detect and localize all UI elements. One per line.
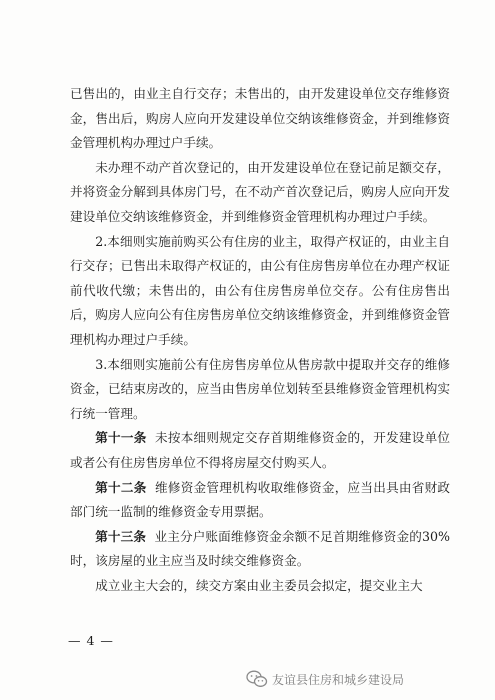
paragraph-item-2: 2.本细则实施前购买公有住房的业主，取得产权证的，由业主自行交存；已售出未取得产权证的，由公有住房售房单位在办理产权证前代收代缴；未售出的，由公有住房售房单位交存。公有住房售出后，购房人应向公有住房售房单位交纳该维修资金，并到维修资金管理机构办理过户手续。 (70, 233, 450, 347)
paragraph-unregistered: 未办理不动产首次登记的，由开发建设单位在登记前足额交存，并将资金分解到具体房门号，在不动产首次登记后，购房人应向开发建设单位交纳该维修资金，并到维修资金管理机构办理过户手续。 (70, 159, 450, 224)
paragraph-owners-assembly: 成立业主大会的，续交方案由业主委员会拟定，提交业主大 (95, 577, 423, 593)
article-11-text: 未按本细则规定交存首期维修资金的，开发建设单位或者公有住房售房单位不得将房屋交付购买人。 (70, 430, 451, 470)
page-number: — 4 — (68, 633, 114, 648)
document-body (70, 82, 450, 598)
article-12-label: 第十二条 (95, 479, 147, 495)
article-12-text: 维修资金管理机构收取维修资金，应当出具由省财政部门统一监制的维修资金专用票据。 (70, 479, 451, 520)
article-13 (70, 525, 450, 574)
article-11-label: 第十一条 (95, 430, 147, 446)
watermark-text: 友谊县住房和城乡建设局 (272, 672, 405, 687)
article-12 (70, 476, 450, 525)
article-13-text: 业主分户账面维修资金余额不足首期维修资金的30%时，该房屋的业主应当及时续交维修资金。 (70, 528, 451, 569)
article-11 (70, 426, 450, 475)
article-13-label: 第十三条 (95, 528, 147, 544)
watermark (246, 668, 404, 690)
paragraph-item-3: 3.本细则实施前公有住房售房单位从售房款中提取并交存的维修资金，已结束房改的，应当由售房单位划转至县维修资金管理机构实行统一管理。 (70, 356, 450, 421)
wechat-icon (246, 670, 268, 688)
paragraph-continuation: 已售出的，由业主自行交存；未售出的，由开发建设单位交存维修资金，售出后，购房人应向开发建设单位交纳该维修资金，并到维修资金管理机构办理过户手续。 (70, 86, 450, 151)
